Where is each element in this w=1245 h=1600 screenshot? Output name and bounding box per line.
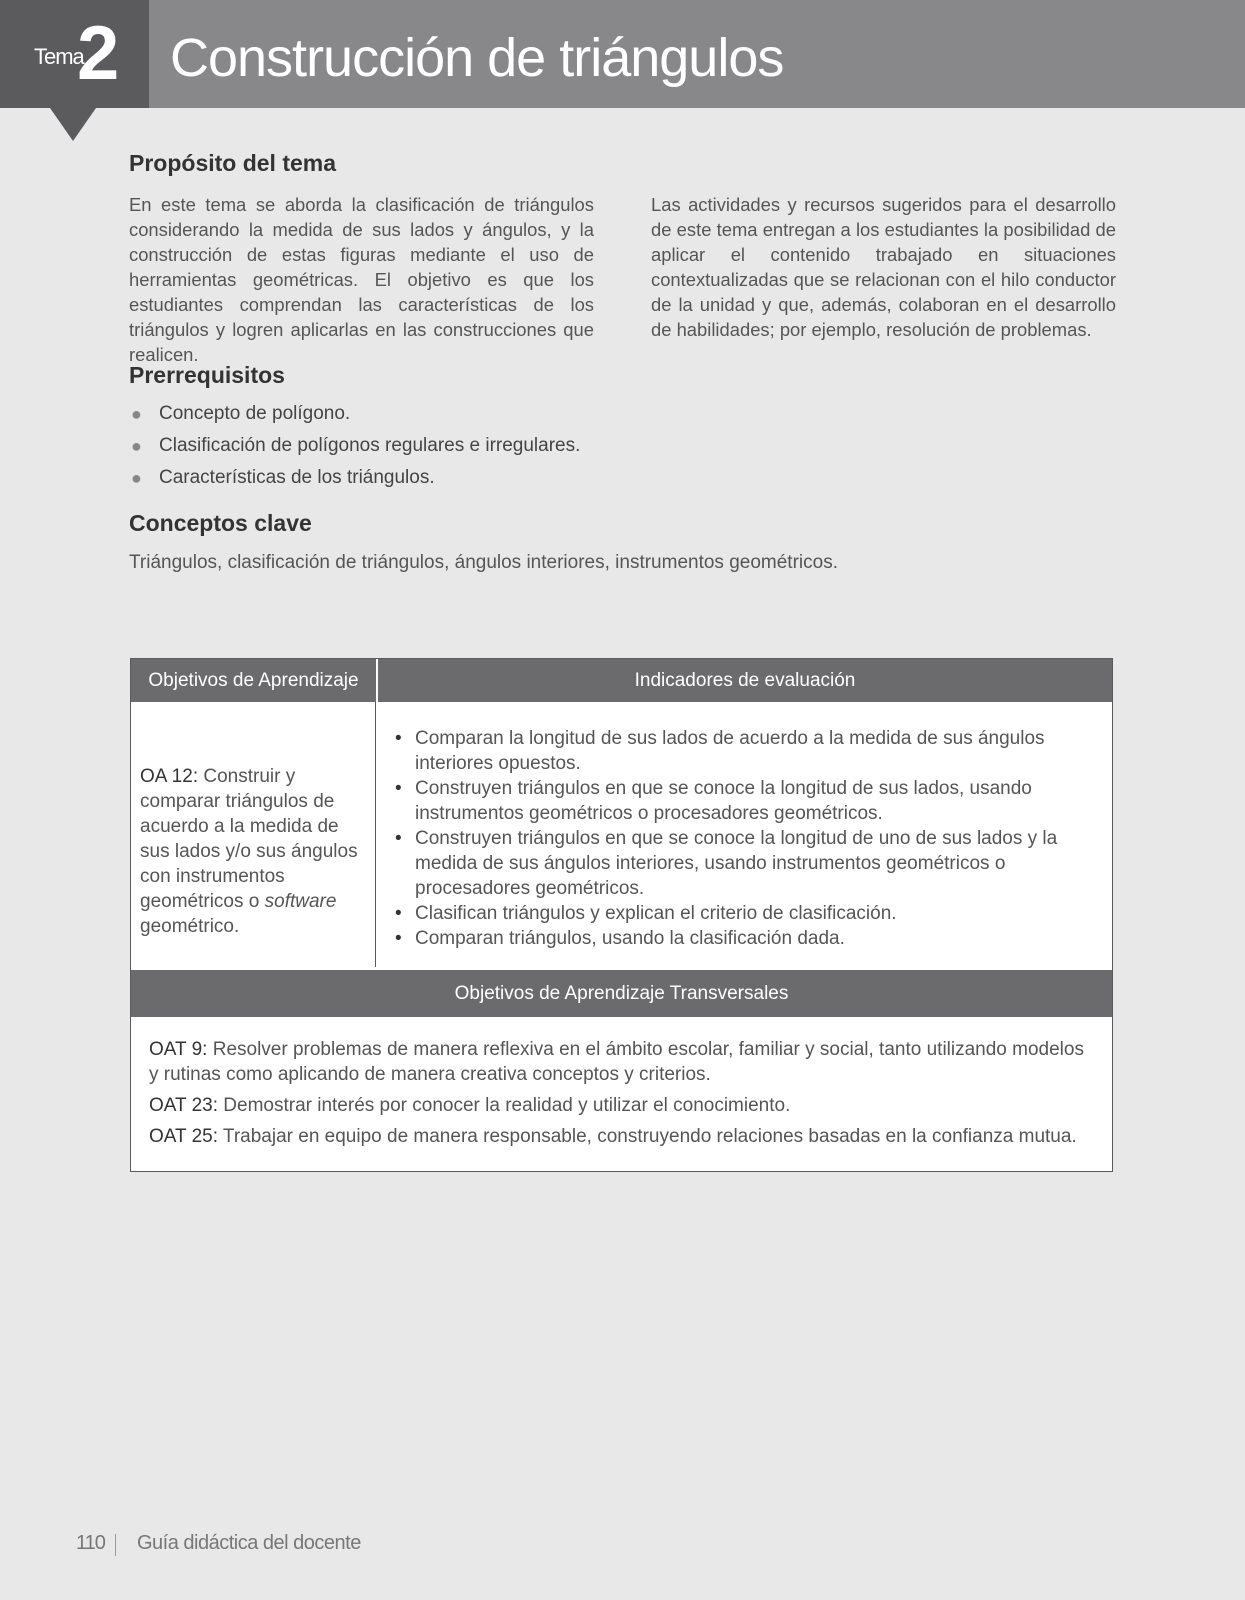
bullet-icon: • <box>395 903 402 924</box>
page-number: 110 <box>76 1532 105 1554</box>
oa-text: OA 12: Construir y comparar triángulos de acuerdo a la medida de sus lados y/o sus ángulos con instrumentos geométricos o software geométrico. <box>140 766 358 937</box>
footer-divider <box>115 1534 116 1556</box>
bullet-icon: • <box>395 828 402 849</box>
tema-badge <box>0 0 149 108</box>
list-item: ● Clasificación de polígonos regulares e irregulares. <box>129 432 580 464</box>
bullet-icon: ● <box>131 404 142 424</box>
tema-label: Tema <box>34 44 84 69</box>
list-item: ● Concepto de polígono. <box>129 400 580 432</box>
proposito-col-right: Las actividades y recursos sugeridos para el desarrollo de este tema entregan a los estudiantes la posibilidad de aplicar el contenido trabajado en situaciones contextualizadas que se relacionan con el hilo conductor de la unidad y que, además, colaboran en el desarrollo de habilidades; por ejemplo, resolución de problemas. <box>651 194 1116 340</box>
oat-list <box>149 1037 1094 1155</box>
oat-header: Objetivos de Aprendizaje Transversales <box>131 970 1112 1017</box>
list-item: • Comparan triángulos, usando la clasificación dada. <box>395 928 845 949</box>
list-item: • Comparan la longitud de sus lados de acuerdo a la medida de sus ángulos interiores opuestos. <box>395 728 1045 774</box>
prerrequisitos-heading: Prerrequisitos <box>129 362 285 388</box>
bullet-icon: • <box>395 928 402 949</box>
list-item: • Construyen triángulos en que se conoce la longitud de sus lados, usando instrumentos geométricos o procesadores geométricos. <box>395 778 1032 824</box>
prerrequisitos-list <box>129 400 580 496</box>
oa-cell <box>131 702 376 967</box>
list-item: OAT 25: Trabajar en equipo de manera responsable, construyendo relaciones basadas en la confianza mutua. <box>149 1126 1077 1147</box>
proposito-col-left: En este tema se aborda la clasificación de triángulos considerando la medida de sus lados y ángulos, y la construcción de estas figuras mediante el uso de herramientas geométricas. El objetivo es que los estudiantes comprendan las características de los triángulos y logren aplicarlas en las construcciones que realicen. <box>129 194 594 365</box>
list-item: • Construyen triángulos en que se conoce la longitud de uno de sus lados y la medida de sus ángulos interiores, usando instrumentos geométricos o procesadores geométricos. <box>395 828 1058 899</box>
page-title: Construcción de triángulos <box>170 28 784 88</box>
tema-number: 2 <box>77 11 120 96</box>
conceptos-heading: Conceptos clave <box>129 510 312 536</box>
list-item: OAT 9: Resolver problemas de manera reflexiva en el ámbito escolar, familiar y social, tanto utilizando modelos y rutinas como aplicando de manera creativa conceptos y criterios. <box>149 1039 1084 1085</box>
indicators-list <box>393 726 1093 951</box>
list-item: • Clasifican triángulos y explican el criterio de clasificación. <box>395 903 897 924</box>
bullet-icon: ● <box>131 468 142 488</box>
oa-code: OA 12: <box>140 766 199 787</box>
proposito-heading: Propósito del tema <box>129 150 337 176</box>
table-header-row <box>131 659 1112 702</box>
conceptos-text: Triángulos, clasificación de triángulos, ángulos interiores, instrumentos geométricos. <box>129 552 838 573</box>
bullet-icon: ● <box>131 436 142 456</box>
objectives-table <box>130 658 1113 1172</box>
tema-pointer-shape <box>50 108 96 141</box>
header-indicadores: Indicadores de evaluación <box>634 670 856 691</box>
bullet-icon: • <box>395 728 402 749</box>
footer-text: Guía didáctica del docente <box>137 1532 361 1554</box>
header-objetivos: Objetivos de Aprendizaje <box>131 659 378 702</box>
list-item: OAT 23: Demostrar interés por conocer la realidad y utilizar el conocimiento. <box>149 1095 791 1116</box>
bullet-icon: • <box>395 778 402 799</box>
list-item: ● Características de los triángulos. <box>129 464 580 496</box>
